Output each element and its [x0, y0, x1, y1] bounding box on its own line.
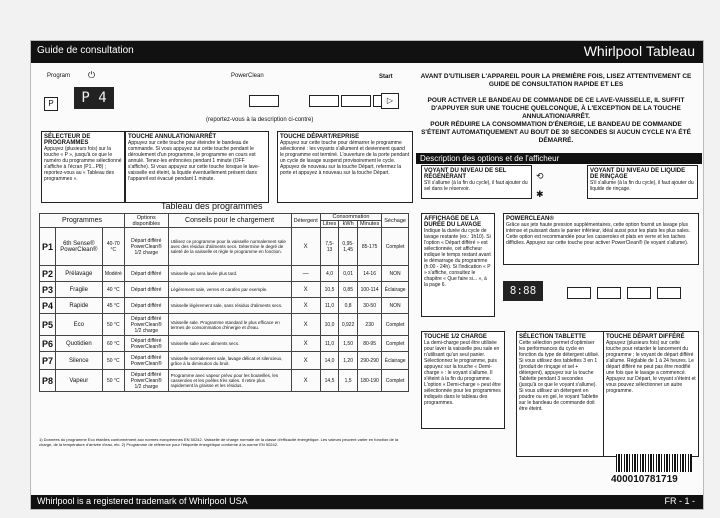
program-number: P1	[40, 228, 56, 266]
programme-table	[39, 213, 409, 392]
start-button[interactable]: ▷	[381, 93, 399, 109]
th-conseils: Conseils pour le chargement	[168, 214, 291, 228]
program-advice: Vaisselle qui sera lavée plus tard.	[168, 266, 291, 282]
program-minutes: 100-114	[357, 282, 381, 298]
brand-name: Whirlpool	[583, 43, 643, 59]
program-name: 6th Sense® PowerClean®	[56, 228, 103, 266]
program-label: Program	[47, 73, 71, 79]
brand-logo	[584, 43, 695, 59]
program-detergent: X	[291, 228, 320, 266]
program-kwh: 0,95-1,45	[339, 228, 358, 266]
option-rincage-title: VOYANT DU NIVEAU DE LIQUIDE DE RINÇAGE	[590, 168, 686, 180]
footer-bar	[31, 495, 703, 509]
program-advice: Vaisselle normalement sale, lavage délicat et silencieux, grâce à la diminution du bruit.	[168, 352, 291, 370]
program-minutes: 180-190	[357, 370, 381, 392]
program-temperature: 50 °C	[102, 352, 124, 370]
barcode-number: 400010781719	[611, 474, 678, 485]
program-name: Eco	[56, 314, 103, 336]
th-programmes: Programmes	[40, 214, 125, 228]
program-number: P5	[40, 314, 56, 336]
program-litres: 11,0	[320, 336, 339, 352]
program-detergent: X	[291, 370, 320, 392]
program-button[interactable]: P	[44, 97, 58, 111]
program-litres: 4,0	[320, 266, 339, 282]
program-temperature: 45 °C	[102, 298, 124, 314]
half-load-button[interactable]	[309, 95, 339, 107]
program-advice: Légèrement sale, verres et carafes par exemple.	[168, 282, 291, 298]
program-minutes: 80-95	[357, 336, 381, 352]
program-minutes: 14-16	[357, 266, 381, 282]
callout-annulation-title: TOUCHE ANNULATION/ARRÊT	[128, 134, 217, 140]
program-detergent: X	[291, 314, 320, 336]
program-options: Départ différé	[124, 266, 168, 282]
table-row	[40, 282, 409, 298]
tablet-button[interactable]	[341, 95, 371, 107]
option-differe-body: Appuyez (plusieurs fois) sur cette touche pour retarder le lancement du programme ; le voyant de départ différé s'allume. Réglable de 1 à 24 heures. Le départ différé ne peut pas être modifié une fois que le lavage a commencé. Appuyez sur Départ, le voyant s'éteint et vous pouvez sélectionner un autre programme.	[606, 340, 696, 394]
powerclean-label: PowerClean	[231, 73, 264, 79]
rinse-indicator-icon: ✱	[536, 189, 544, 199]
th-litres: Litres	[320, 221, 339, 228]
program-kwh: 0,01	[339, 266, 358, 282]
program-litres: 10,0	[320, 314, 339, 336]
callout-depart-body: Appuyez sur cette touche pour démarrer le programme sélectionné : les voyants s'allument et deviennent quand le programme est terminé. L'ouverture de la porte pendant un cycle de lavage suspend provisoirement le cycle. Appuyez de nouveau sur la touche Départ, refermez la porte et appuyez à nouveau sur la touche Départ.	[280, 140, 410, 176]
th-kwh: kWh	[339, 221, 358, 228]
header-bar	[31, 41, 703, 63]
program-name: Vapeur	[56, 370, 103, 392]
option-tablette-body: Cette sélection permet d'optimiser les performances du cycle en fonction du type de détergent utilisé. Si vous utilisez des tablettes 3 en 1 (produit de rinçage et sel + détergent), appuyez sur la touche Tablette pendant 3 secondes (jusqu'à ce que le voyant s'allume). Si vous utilisez un détergent en poudre ou en gel, le voyant Tablette sur le bandeau de commande doit être éteint.	[519, 340, 600, 412]
power-icon: ⏻	[88, 70, 96, 80]
salt-indicator-icon: ⟲	[536, 171, 544, 181]
table-row	[40, 352, 409, 370]
option-powerclean-title: POWERCLEAN®	[506, 216, 554, 222]
option-tablette	[516, 331, 604, 457]
program-litres: 14,5	[320, 370, 339, 392]
program-litres: 11,0	[320, 298, 339, 314]
program-minutes: 290-290	[357, 352, 381, 370]
powerclean-button[interactable]	[249, 95, 279, 107]
program-name: Silence	[56, 352, 103, 370]
duration-display: 8:88	[503, 281, 543, 301]
program-number: P4	[40, 298, 56, 314]
program-display: P 4	[74, 87, 114, 109]
program-advice: Vaisselle sale. Programme standard le plus efficace en termes de consommation d'énergie et d'eau.	[168, 314, 291, 336]
option-rincage	[587, 165, 698, 199]
opt-half-load-button[interactable]	[597, 287, 621, 299]
program-detergent: —	[291, 266, 320, 282]
program-advice: Utilisez ce programme pour la vaisselle normalement sale avec des résidus d'aliments secs. Détermine le degré de saleté de la vaisselle et règle le programme en fonction.	[168, 228, 291, 266]
program-minutes: 30-50	[357, 298, 381, 314]
table-row	[40, 370, 409, 392]
program-drying: NON	[382, 298, 409, 314]
th-options: Options disponibles	[124, 214, 168, 228]
option-duree-body: Indique la durée du cycle de lavage restante (ex.: 1h10). Si l'option « Départ différé » est sélectionnée, cet afficheur indique le temps restant avant le démarrage du programme (h:00 - 24h). Si l'indication « P » s'affiche, consultez le chapitre « Que faire si... », à la page 6.	[424, 228, 491, 288]
program-name: Fragile	[56, 282, 103, 298]
callout-annulation-body: Appuyez sur cette touche pour éteindre le bandeau de commande. Si vous appuyez sur cette touche pendant le déroulement d'un programme, le programme en cours est annulé. Tenez-les enfoncées pendant 1 minute (OFF s'affiche). Si vous appuyez sur cette touche lorsque le lave-vaisselle est éteint, la liquide éventuellement présent dans l'appareil est évacué pendant 1 minute.	[128, 140, 260, 182]
th-minutes: Minutes	[357, 221, 381, 228]
options-header: Description des options et de l'afficheur	[416, 153, 702, 164]
program-advice: Vaisselle légèrement sale, sans résidus d'aliments secs.	[168, 298, 291, 314]
program-number: P7	[40, 352, 56, 370]
program-temperature: Modéré	[102, 266, 124, 282]
option-rincage-body: S'il s'allume (à la fin du cycle), il faut ajouter du liquide de rinçage.	[590, 180, 694, 192]
program-detergent: X	[291, 298, 320, 314]
program-number: P8	[40, 370, 56, 392]
program-name: Rapide	[56, 298, 103, 314]
table-title: Tableau des programmes	[161, 201, 263, 211]
program-kwh: 0,922	[339, 314, 358, 336]
program-drying: Complet	[382, 370, 409, 392]
program-temperature: 50 °C	[102, 370, 124, 392]
footer-page: FR - 1 -	[664, 496, 695, 506]
warning-line-3: POUR RÉDUIRE LA CONSOMMATION D'ÉNERGIE, LE BANDEAU DE COMMANDE S'ÉTEINT AUTOMATIQUEMENT AU BOUT DE 30 SECONDES SI AUCUN CYCLE N'A ÉTÉ DÉMARRÉ.	[421, 121, 691, 144]
callout-selecteur-body: Appuyez (plusieurs fois) sur la touche « P », jusqu'à ce que le numéro du programme sélectionné s'affiche à l'écran (P1...P8) ; reportez-vous au « Tableau des programmes ».	[44, 146, 122, 182]
brand-product: Tableau	[645, 43, 695, 59]
program-kwh: 1,5	[339, 370, 358, 392]
option-powerclean	[503, 213, 699, 265]
program-kwh: 0,85	[339, 282, 358, 298]
option-charge-title: TOUCHE 1/2 CHARGE	[424, 334, 487, 340]
table-notes: 1) Données du programme Eco établies conformément aux normes européennes EN 50242. Vaisselle de charge normale de la classe d'efficacité énergétique. Les valeurs peuvent varier en fonction de la charge, de la température d'arrivée d'eau, etc. 2) Programme de référence pour l'étiquette énergétique conforme à la norme EN 50242.	[39, 437, 399, 447]
th-conso: Consommation	[320, 214, 382, 221]
program-temperature: 50 °C	[102, 314, 124, 336]
program-minutes: 85-175	[357, 228, 381, 266]
program-number: P3	[40, 282, 56, 298]
option-powerclean-body: Grâce aux jets haute pression supplémentaires, cette option fournit un lavage plus intense et puissant dans le panier inférieur, idéal aussi pour les plats les plus sales. Cette option est recommandée pour les casseroles et plats en verre et les taches difficiles. Appuyez sur cette touche pour activer PowerClean® (le voyant s'allume).	[506, 222, 690, 246]
program-temperature: 40 °C	[102, 282, 124, 298]
table-row	[40, 266, 409, 282]
callout-selecteur-title: SÉLECTEUR DE PROGRAMMES	[44, 134, 91, 146]
program-drying: Complet	[382, 228, 409, 266]
program-drying: Complet	[382, 336, 409, 352]
program-detergent: X	[291, 336, 320, 352]
program-kwh: 0,8	[339, 298, 358, 314]
program-drying: Complet	[382, 314, 409, 336]
program-options: Départ différé PowerClean® 1/2 charge	[124, 228, 168, 266]
barcode	[616, 454, 692, 472]
option-sel-body: S'il s'allume (à la fin du cycle), il faut ajouter du sel dans le réservoir.	[424, 180, 528, 192]
footer-trademark: Whirlpool is a registered trademark of Whirlpool USA	[37, 496, 248, 506]
program-options: Départ différé PowerClean®	[124, 352, 168, 370]
opt-tablet-button[interactable]	[627, 287, 651, 299]
warning-line-2: POUR ACTIVER LE BANDEAU DE COMMANDE DE CE LAVE-VAISSELLE, IL SUFFIT D'APPUYER SUR UNE TOUCHE QUELCONQUE, À L'EXCEPTION DE LA TOUCHE ANNULATION/ARRÊT.	[427, 97, 685, 120]
panel-hint: (reportez-vous à la description ci-contre)	[206, 117, 314, 123]
callout-annulation	[125, 131, 269, 203]
th-sechage: Séchage	[382, 214, 409, 228]
program-litres: 10,5	[320, 282, 339, 298]
program-drying: Éclairage	[382, 352, 409, 370]
program-drying: Éclairage	[382, 282, 409, 298]
program-advice: Programme avec vapeur prévu pour les bouteilles, les casseroles et les poêles très sales. Il retire plus rapidement la graisse et les résidus.	[168, 370, 291, 392]
program-options: Départ différé	[124, 298, 168, 314]
program-detergent: X	[291, 282, 320, 298]
program-temperature: 60 °C	[102, 336, 124, 352]
program-litres: 7,5-13	[320, 228, 339, 266]
program-kwh: 1,50	[339, 336, 358, 352]
option-duree-title: AFFICHAGE DE LA DURÉE DU LAVAGE	[424, 216, 482, 228]
option-duree	[421, 213, 495, 317]
option-tablette-title: SÉLECTION TABLETTE	[519, 334, 586, 340]
program-drying: NON	[382, 266, 409, 282]
program-number: P2	[40, 266, 56, 282]
option-differe	[603, 331, 699, 457]
option-sel-title: VOYANT DU NIVEAU DE SEL RÉGÉNÉRANT	[424, 168, 507, 180]
program-advice: Vaisselle salie avec aliments secs.	[168, 336, 291, 352]
program-minutes: 230	[357, 314, 381, 336]
option-charge	[421, 331, 505, 429]
table-row	[40, 336, 409, 352]
program-name: Quotidien	[56, 336, 103, 352]
table-row	[40, 228, 409, 266]
option-sel	[421, 165, 532, 199]
header-title: Guide de consultation	[37, 45, 134, 56]
option-charge-body: La demi-charge peut être utilisée pour laver la vaisselle peu sale en n'utilisant qu'un seul panier. Sélectionnez le programme, puis appuyez sur la touche « Demi-charge » : le voyant s'allume. Il s'éteint à la fin du programme. L'option « Demi-charge » peut être sélectionnée pour les programmes indiqués dans le tableau des programmes.	[424, 340, 501, 406]
table-row	[40, 298, 409, 314]
opt-powerclean-button[interactable]	[567, 287, 591, 299]
quick-guide-sheet	[30, 40, 704, 510]
program-temperature: 40-70 °C	[102, 228, 124, 266]
program-options: Départ différé PowerClean® 1/2 charge	[124, 314, 168, 336]
table-row	[40, 314, 409, 336]
program-name: Prélavage	[56, 266, 103, 282]
program-options: Départ différé	[124, 282, 168, 298]
program-litres: 14,0	[320, 352, 339, 370]
start-label: Start	[379, 74, 393, 80]
program-kwh: 1,20	[339, 352, 358, 370]
th-detergent: Détergent	[291, 214, 320, 228]
callout-depart-title: TOUCHE DÉPART/REPRISE	[280, 134, 360, 140]
warning-line-1: AVANT D'UTILISER L'APPAREIL POUR LA PREMIÈRE FOIS, LISEZ ATTENTIVEMENT CE GUIDE DE CONSULTATION RAPIDE ET LES	[420, 73, 692, 88]
program-detergent: X	[291, 352, 320, 370]
option-differe-title: TOUCHE DÉPART DIFFÉRÉ	[606, 334, 685, 340]
program-number: P6	[40, 336, 56, 352]
program-options: Départ différé PowerClean® 1/2 charge	[124, 370, 168, 392]
opt-delay-button[interactable]	[657, 287, 681, 299]
program-options: Départ différé PowerClean®	[124, 336, 168, 352]
callout-selecteur	[41, 131, 125, 203]
callout-depart	[277, 131, 413, 203]
